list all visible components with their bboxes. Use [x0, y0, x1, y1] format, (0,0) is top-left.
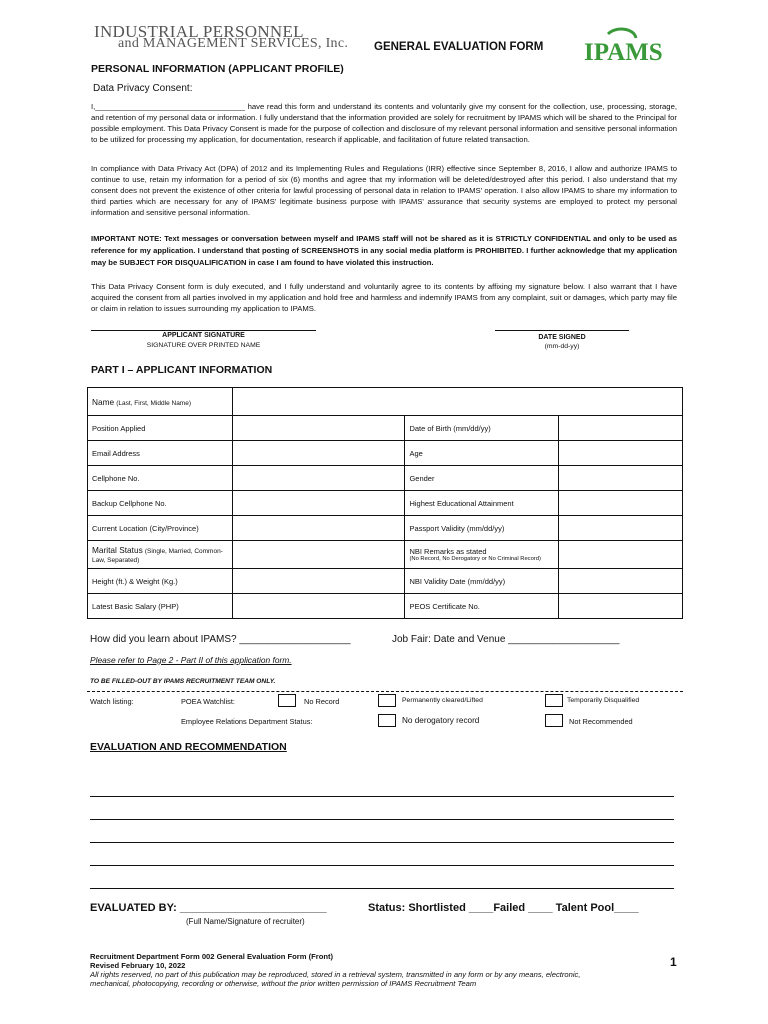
- backup-cellphone-field[interactable]: [232, 491, 405, 516]
- dashed-divider: [87, 691, 683, 692]
- important-note: IMPORTANT NOTE: Text messages or conversation between myself and IPAMS staff will not be shared as it is STRICTLY CONFIDENTIAL and only to be used as reference for my application. I understand that posting of SCREENSHOTS in any social media platform is PROHIBITED. I further acknowledge that my application may be SUBJECT FOR DISQUALIFICATION in case I am found to have violated this instruction.: [91, 234, 677, 267]
- row-label: Current Location (City/Province): [88, 516, 233, 541]
- learn-about-question[interactable]: How did you learn about IPAMS? ____________________: [90, 634, 351, 645]
- no-record-checkbox[interactable]: [278, 694, 296, 707]
- date-signed-subtitle: (mm-dd-yy): [544, 343, 580, 350]
- position-applied-field[interactable]: [232, 416, 405, 441]
- ipams-logo: [582, 26, 682, 68]
- recommendation-line-1[interactable]: [90, 796, 674, 797]
- logo-text: IPAMS: [584, 39, 663, 66]
- status-field[interactable]: Status: Shortlisted ____Failed ____ Talent Pool____: [368, 902, 639, 914]
- page-number: 1: [670, 955, 677, 969]
- row-label: Highest Educational Attainment: [405, 491, 559, 516]
- form-title: GENERAL EVALUATION FORM: [374, 41, 544, 53]
- consent-paragraph-2: In compliance with Data Privacy Act (DPA) of 2012 and its Implementing Rules and Regulations (IRR) effective since September 8, 2016, I allow and authorize IPAMS to continue to use, retain my information for a period of six (6) months and agree that my information will be deleted/destroyed after this period. I also understand that my consent does not prevent the existence of other criteria for lawful processing of personal data in relation to IPAMS' operation. I also allow IPAMS to share my information to third parties which are necessary for any of IPAMS' legitimate business purpose with IPAMS' assurance that security systems are employed to protect my personal information and sensitive personal information.: [91, 164, 677, 217]
- footer-rights-2: mechanical, photocopying, recording or otherwise, without the prior written permission of IPAMS Recruitment Team: [90, 979, 477, 988]
- salary-field[interactable]: [232, 594, 405, 619]
- team-only-note: TO BE FILLED-OUT BY IPAMS RECRUITMENT TEAM ONLY.: [90, 678, 276, 685]
- gender-field[interactable]: [559, 466, 683, 491]
- no-derogatory-label: No derogatory record: [402, 716, 480, 725]
- not-recommended-checkbox[interactable]: [545, 714, 563, 727]
- cleared-checkbox[interactable]: [378, 694, 396, 707]
- nbi-label-cell: [405, 541, 559, 569]
- evaluation-title: EVALUATION AND RECOMMENDATION: [90, 741, 287, 753]
- applicant-info-table: [87, 387, 683, 619]
- recommendation-line-3[interactable]: [90, 842, 674, 843]
- name-label: Name: [92, 396, 115, 407]
- row-label: Position Applied: [88, 416, 233, 441]
- marital-sublabel: (Single, Married, Common-Law, Separated): [92, 548, 223, 564]
- consent-label: Data Privacy Consent:: [93, 83, 193, 94]
- no-derogatory-checkbox[interactable]: [378, 714, 396, 727]
- cellphone-field[interactable]: [232, 466, 405, 491]
- temp-disqualified-label: Temporarily Disqualified: [567, 697, 640, 704]
- signature-title: APPLICANT SIGNATURE: [162, 332, 245, 339]
- name-sublabel: (Last, First, Middle Name): [116, 399, 192, 407]
- row-label: Height (ft.) & Weight (Kg.): [88, 569, 233, 594]
- peos-certificate-field[interactable]: [559, 594, 683, 619]
- name-label-cell: [88, 388, 233, 416]
- job-fair-question[interactable]: Job Fair: Date and Venue ____________________: [392, 634, 620, 645]
- nbi-sublabel: (No Record, No Derogatory or No Criminal Record): [409, 556, 541, 562]
- no-record-label: No Record: [304, 697, 340, 706]
- consent-paragraph-1: I,___________________________________ have read this form and understand its contents and voluntarily give my consent for the collection, use, processing, storage, and retention of my personal data or information. I fully understand that the information provided are solely for recruitment by IPAMS which will be shared to the Principal for possible employment. This Data Privacy Consent is made for the purpose of collection and disclosure of my relevant personal information and sensitive personal information to be utilized for processing my application, for documentation, research if applicable, and facilitation of future related transaction.: [91, 102, 677, 144]
- row-label: Passport Validity (mm/dd/yy): [405, 516, 559, 541]
- recommendation-line-2[interactable]: [90, 819, 674, 820]
- consent-paragraph-4: This Data Privacy Consent form is duly executed, and I fully understand and voluntarily agree to its contents by affixing my signature below. I also warrant that I have acquired the consent from all parties involved in my application and hold free and harmless and indemnify IPAMS from any complaint, suit or damages, which party may file or claim in relation to issues surrounding my application to IPAMS.: [91, 282, 677, 313]
- current-location-field[interactable]: [232, 516, 405, 541]
- nbi-label: NBI Remarks as stated: [409, 547, 487, 556]
- footer-rights-1: All rights reserved, no part of this publication may be reproduced, stored in a retrieval system, transmitted in any form or by any means, electronic,: [90, 970, 581, 979]
- nbi-validity-field[interactable]: [559, 569, 683, 594]
- marital-label: Marital Status: [92, 545, 143, 555]
- company-name-line1: INDUSTRIAL PERSONNEL: [94, 22, 304, 41]
- marital-label-cell: [88, 541, 233, 569]
- education-field[interactable]: [559, 491, 683, 516]
- signature-line[interactable]: [91, 330, 316, 331]
- row-label: Date of Birth (mm/dd/yy): [405, 416, 559, 441]
- cleared-label: Permanently cleared/Lifted: [402, 697, 483, 704]
- height-weight-field[interactable]: [232, 569, 405, 594]
- recruiter-label: (Full Name/Signature of recruiter): [186, 917, 305, 926]
- page2-note: Please refer to Page 2 - Part II of this application form.: [90, 655, 292, 665]
- poea-watchlist-label: POEA Watchlist:: [181, 697, 235, 706]
- not-recommended-label: Not Recommended: [569, 717, 633, 726]
- age-field[interactable]: [559, 441, 683, 466]
- recommendation-line-5[interactable]: [90, 888, 674, 889]
- row-label: Latest Basic Salary (PHP): [88, 594, 233, 619]
- personal-info-title: PERSONAL INFORMATION (APPLICANT PROFILE): [91, 63, 344, 75]
- name-field[interactable]: [232, 388, 682, 416]
- marital-status-field[interactable]: [232, 541, 405, 569]
- row-label: NBI Validity Date (mm/dd/yy): [405, 569, 559, 594]
- row-label: Backup Cellphone No.: [88, 491, 233, 516]
- signature-subtitle: SIGNATURE OVER PRINTED NAME: [146, 342, 261, 349]
- row-label: Cellphone No.: [88, 466, 233, 491]
- date-signed-title: DATE SIGNED: [538, 334, 586, 341]
- row-label: Email Address: [88, 441, 233, 466]
- recommendation-line-4[interactable]: [90, 865, 674, 866]
- footer-form-name: Recruitment Department Form 002 General Evaluation Form (Front): [90, 952, 334, 961]
- evaluated-by-field[interactable]: EVALUATED BY: ________________________: [90, 902, 327, 914]
- footer-revised: Revised February 10, 2022: [90, 961, 186, 970]
- row-label: Gender: [405, 466, 559, 491]
- watch-listing-label: Watch listing:: [90, 697, 134, 706]
- temp-disqualified-checkbox[interactable]: [545, 694, 563, 707]
- nbi-remarks-field[interactable]: [559, 541, 683, 569]
- erd-status-label: Employee Relations Department Status:: [181, 717, 313, 726]
- email-field[interactable]: [232, 441, 405, 466]
- passport-validity-field[interactable]: [559, 516, 683, 541]
- date-signed-line[interactable]: [495, 330, 629, 331]
- part1-title: PART I – APPLICANT INFORMATION: [91, 364, 273, 376]
- row-label: Age: [405, 441, 559, 466]
- company-name-line2: and MANAGEMENT SERVICES, Inc.: [118, 36, 349, 51]
- date-of-birth-field[interactable]: [559, 416, 683, 441]
- row-label: PEOS Certificate No.: [405, 594, 559, 619]
